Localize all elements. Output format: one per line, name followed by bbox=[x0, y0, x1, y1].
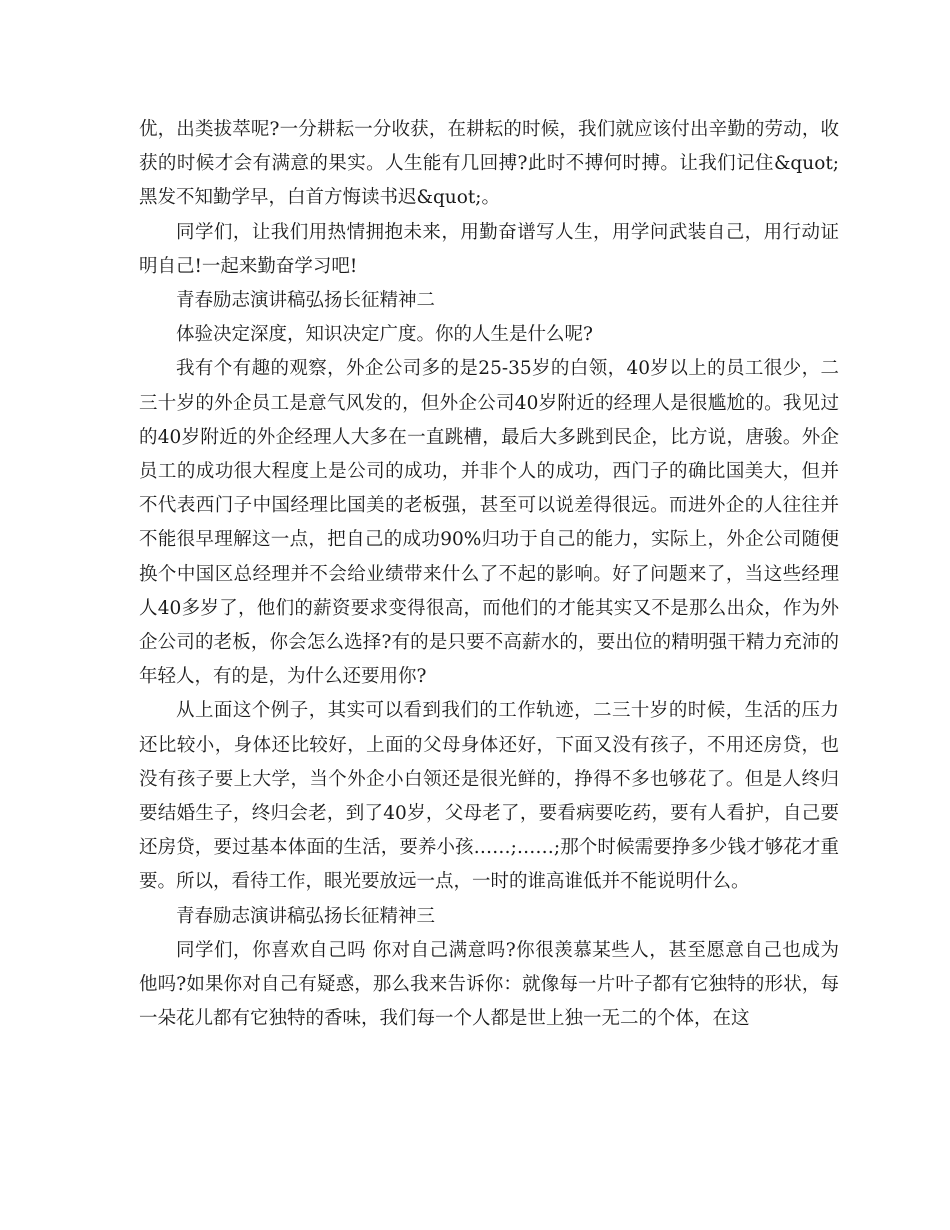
section-heading-two: 青春励志演讲稿弘扬长征精神二 bbox=[176, 290, 436, 312]
paragraph-career-trajectory: 从上面这个例子，其实可以看到我们的工作轨迹，二三十岁的时候，生活的压力还比较小，身体还比较好，上面的父母身体还好，下面又没有孩子，不用还房贷，也没有孩子要上大学，当个外企小白领还是很光鲜的，挣得不多也够花了。但是人终归要结婚生子，终归会老，到了40岁，父母老了，要看病要吃药，要有人看护，自己要还房贷，要过基本体面的生活，要养小孩……;……;那个时候需要挣多少钱才够花才重要。所以，看待工作，眼光要放远一点，一时的谁高谁低并不能说明什么。 bbox=[139, 700, 839, 893]
paragraph-self-acceptance: 同学们，你喜欢自己吗 你对自己满意吗?你很羡慕某些人，甚至愿意自己也成为他吗?如果你对自己有疑惑，那么我来告诉你：就像每一片叶子都有它独特的形状，每一朵花儿都有它独特的香味，我们每一个人都是世上独一无二的个体，在这 bbox=[139, 939, 839, 1030]
paragraph-observation: 我有个有趣的观察，外企公司多的是25-35岁的白领，40岁以上的员工很少，二三十岁的外企员工是意气风发的，但外企公司40岁附近的经理人是很尴尬的。我见过的40岁附近的外企经理人大多在一直跳槽，最后大多跳到民企，比方说，唐骏。外企员工的成功很大程度上是公司的成功，并非个人的成功，西门子的确比国美大，但并不代表西门子中国经理比国美的老板强，甚至可以说差得很远。而进外企的人往往并不能很早理解这一点，把自己的成功90%归功于自己的能力，实际上，外企公司随便换个中国区总经理并不会给业绩带来什么了不起的影响。好了问题来了，当这些经理人40多岁了，他们的薪资要求变得很高，而他们的才能其实又不是那么出众，作为外企公司的老板，你会怎么选择?有的是只要不高薪水的，要出位的精明强干精力充沛的年轻人，有的是，为什么还要用你? bbox=[139, 358, 839, 688]
section-heading-three: 青春励志演讲稿弘扬长征精神三 bbox=[176, 905, 436, 927]
document-body bbox=[139, 113, 839, 1036]
paragraph-call-to-action: 同学们，让我们用热情拥抱未来，用勤奋谱写人生，用学问武装自己，用行动证明自己!一起来勤奋学习吧! bbox=[139, 221, 839, 277]
paragraph-continuation: 优，出类拔萃呢?一分耕耘一分收获，在耕耘的时候，我们就应该付出辛勤的劳动，收获的时候才会有满意的果实。人生能有几回搏?此时不搏何时搏。让我们记住&quot;黑发不知勤学早，白首方悔读书迟&quot;。 bbox=[139, 119, 839, 209]
paragraph-intro-two: 体验决定深度，知识决定广度。你的人生是什么呢? bbox=[176, 324, 593, 346]
